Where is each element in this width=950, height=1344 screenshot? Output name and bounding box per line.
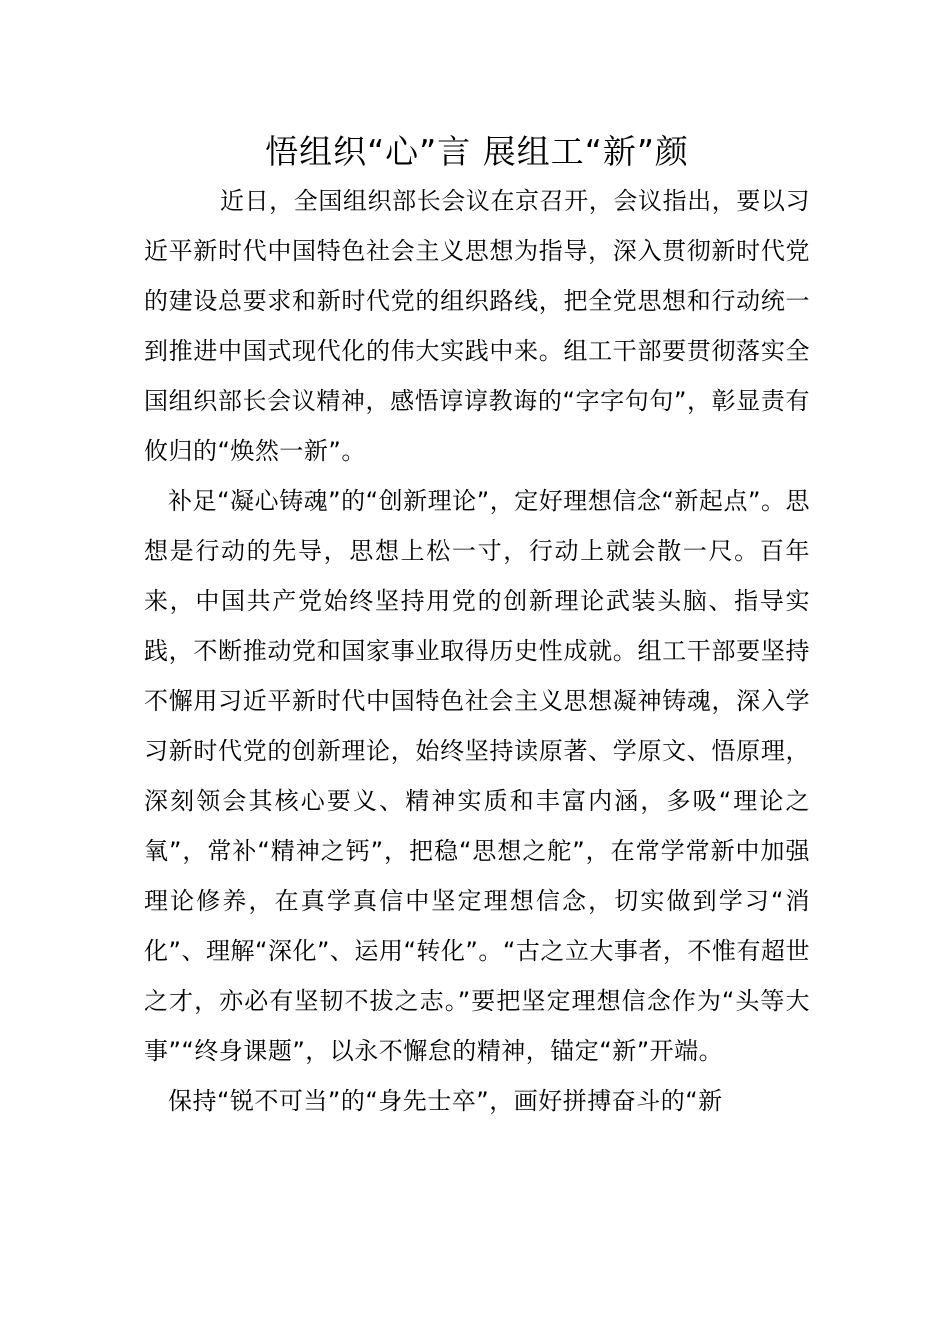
paragraph-theory: 补足“凝心铸魂”的“创新理论”，定好理想信念“新起点”。思想是行动的先导，思想上松一寸，行动上就会散一尺。百年来，中国共产党始终坚持用党的创新理论武装头脑、指导实践，不断推动党和国家事业取得历史性成就。组工干部要坚持不懈用习近平新时代中国特色社会主义思想凝神铸魂，深入学习新时代党的创新理论，始终坚持读原著、学原文、悟原理，深刻领会其核心要义、精神实质和丰富内涵，多吸“理论之氧”，常补“精神之钙”，把稳“思想之舵”，在常学常新中加强理论修养，在真学真信中坚定理想信念，切实做到学习“消化”、理解“深化”、运用“转化”。“古之立大事者，不惟有超世之才，亦必有坚韧不拔之志。”要把坚定理想信念作为“头等大事”“终身课题”，以永不懈怠的精神，锚定“新”开端。 bbox=[144, 487, 810, 1065]
document-page bbox=[144, 128, 810, 1126]
paragraph-struggle: 保持“锐不可当”的“身先士卒”，画好拼搏奋斗的“新 bbox=[168, 1087, 723, 1115]
document-title: 悟组织“心”言 展组工“新”颜 bbox=[265, 132, 689, 171]
paragraph-intro: 近日，全国组织部长会议在京召开，会议指出，要以习近平新时代中国特色社会主义思想为指导，深入贯彻新时代党的建设总要求和新时代党的组织路线，把全党思想和行动统一到推进中国式现代化的伟大实践中来。组工干部要贯彻落实全国组织部长会议精神，感悟谆谆教诲的“字字句句”，彰显责有攸归的“焕然一新”。 bbox=[144, 187, 810, 465]
